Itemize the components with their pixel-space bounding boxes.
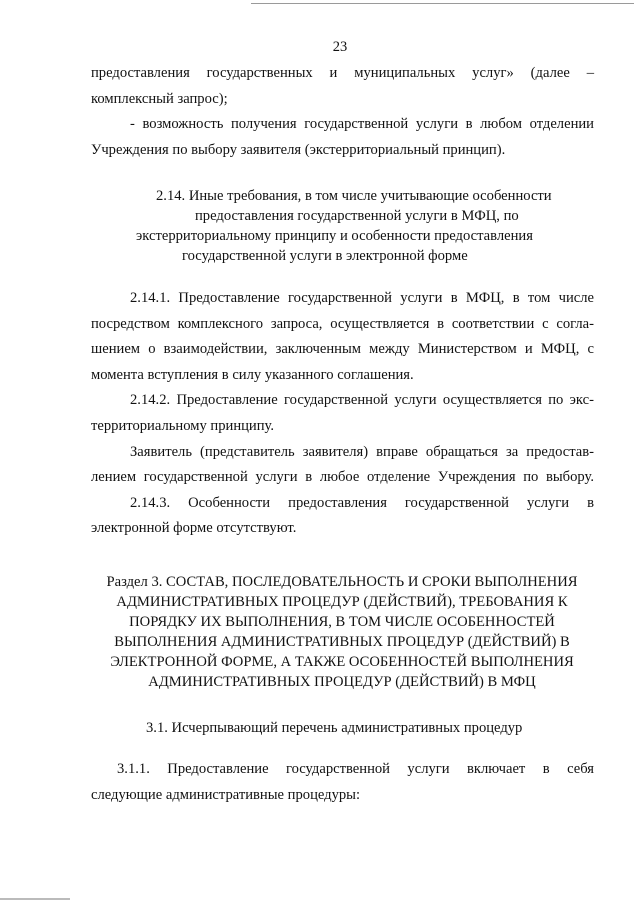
heading-line: предоставления государственной услуги в МФЦ, по <box>195 208 519 224</box>
scan-edge-mark <box>0 898 70 900</box>
body-line: лением государственной услуги в любое отделение Учреждения по выбору. <box>91 469 594 486</box>
section-heading-line: АДМИНИСТРАТИВНЫХ ПРОЦЕДУР (ДЕЙСТВИЙ) В МФЦ <box>148 674 536 690</box>
heading-3-1 <box>0 718 634 738</box>
body-line: момента вступления в силу указанного соглашения. <box>91 366 414 383</box>
para-line: 3.1.1. Предоставление государственной услуги включает в себя <box>117 761 594 777</box>
intro-line: комплексный запрос); <box>91 90 228 107</box>
section-heading-line: ЭЛЕКТРОННОЙ ФОРМЕ, А ТАКЖЕ ОСОБЕННОСТЕЙ ВЫПОЛНЕНИЯ <box>110 654 574 670</box>
body-line: электронной форме отсутствуют. <box>91 520 297 537</box>
body-line: 2.14.3. Особенности предоставления государственной услуги в <box>130 494 594 511</box>
page-number: 23 <box>332 39 348 55</box>
heading-line: экстерриториальному принципу и особенности предоставления <box>136 228 533 244</box>
body-line: территориальному принципу. <box>91 417 275 434</box>
heading-2-14 <box>0 186 634 266</box>
intro-line: Учреждения по выбору заявителя (экстерриториальный принцип). <box>91 141 506 158</box>
section-heading-line: АДМИНИСТРАТИВНЫХ ПРОЦЕДУР (ДЕЙСТВИЙ), ТРЕБОВАНИЯ К <box>116 594 568 610</box>
section-heading-line: ПОРЯДКУ ИХ ВЫПОЛНЕНИЯ, В ТОМ ЧИСЛЕ ОСОБЕННОСТЕЙ <box>129 614 555 630</box>
scan-edge-line <box>251 3 634 4</box>
intro-line: - возможность получения государственной услуги в любом отделении <box>130 116 594 133</box>
heading-3-1-text: 3.1. Исчерпывающий перечень административных процедур <box>146 720 523 736</box>
body-line: Заявитель (представитель заявителя) вправе обращаться за предостав- <box>130 443 594 460</box>
intro-line: предоставления государственных и муниципальных услуг» (далее – <box>91 65 594 81</box>
body-line: 2.14.2. Предоставление государственной услуги осуществляется по экс- <box>130 392 594 409</box>
intro-paragraphs <box>91 61 594 163</box>
heading-line: государственной услуги в электронной форме <box>182 248 468 264</box>
body-paragraphs <box>91 286 594 542</box>
heading-line: 2.14. Иные требования, в том числе учитывающие особенности <box>156 188 552 204</box>
body-line: 2.14.1. Предоставление государственной услуги в МФЦ, в том числе <box>130 290 594 306</box>
para-line: следующие административные процедуры: <box>91 786 361 803</box>
section-heading-line: Раздел 3. СОСТАВ, ПОСЛЕДОВАТЕЛЬНОСТЬ И СРОКИ ВЫПОЛНЕНИЯ <box>106 574 578 590</box>
para-3-1-1 <box>91 757 594 808</box>
body-line: шением о взаимодействии, заключенным между Министерством и МФЦ, с <box>91 341 594 358</box>
body-line: посредством комплексного запроса, осуществляется в соответствии с согла- <box>91 315 594 332</box>
section-heading-line: ВЫПОЛНЕНИЯ АДМИНИСТРАТИВНЫХ ПРОЦЕДУР (ДЕЙСТВИЙ) В <box>114 634 570 650</box>
section-3-heading <box>72 572 612 692</box>
